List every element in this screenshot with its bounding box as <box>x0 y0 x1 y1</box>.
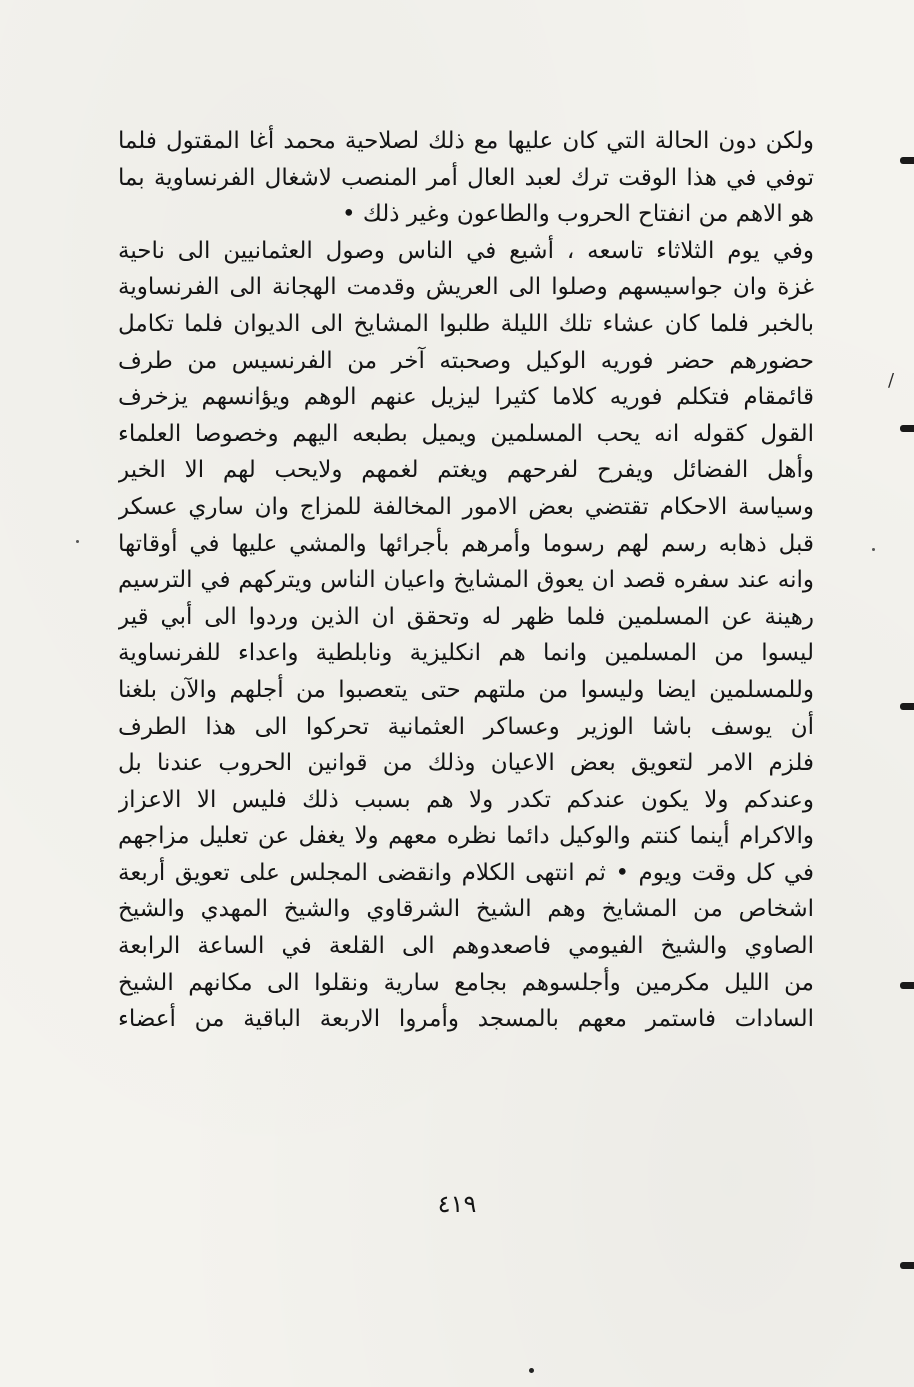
text-line: أن يوسف باشا الوزير وعساكر العثمانية تحركوا الى هذا الطرف <box>118 713 814 740</box>
text-line: هو الاهم من انفتاح الحروب والطاعون وغير ذلك • <box>341 201 814 228</box>
body-text <box>118 123 814 1038</box>
text-line: قبل ذهابه رسم لهم رسوما وأمرهم بأجرائها والمشي عليها في أوقاتها <box>118 530 814 557</box>
text-line: في كل وقت ويوم • ثم انتهى الكلام وانقضى المجلس على تعويق أربعة <box>118 859 814 886</box>
text-line: وفي يوم الثلاثاء تاسعه ، أشيع في الناس وصول العثمانيين الى ناحية <box>118 237 814 264</box>
scan-dot <box>529 1368 534 1373</box>
text-line: توفي في هذا الوقت ترك لعبد العال أمر المنصب لاشغال الفرنساوية بما <box>118 164 814 191</box>
text-line: القول كقوله انه يحب المسلمين ويميل بطبعه اليهم وخصوصا العلماء <box>118 420 814 447</box>
text-line: السادات فاستمر معهم بالمسجد وأمروا الاربعة الباقية من أعضاء <box>118 1006 814 1033</box>
text-line: ليسوا من المسلمين وانما هم انكليزية ونابلطية واعداء للفرنساوية <box>118 640 814 667</box>
text-line: وانه عند سفره قصد ان يعوق المشايخ واعيان الناس ويتركهم في الترسيم <box>118 567 814 594</box>
binding-mark <box>900 157 914 164</box>
text-line: رهينة عن المسلمين فلما ظهر له وتحقق ان الذين وردوا الى أبي قير <box>118 603 814 630</box>
page-number: ٤١٩ <box>437 1190 477 1218</box>
text-line: الصاوي والشيخ الفيومي فاصعدوهم الى القلعة في الساعة الرابعة <box>118 933 814 960</box>
text-line: وعندكم ولا يكون عندكم تكدر ولا هم بسبب ذلك فليس الا الاعزاز <box>118 786 814 813</box>
text-line: بالخبر فلما كان عشاء تلك الليلة طلبوا المشايخ الى الديوان فلما تكامل <box>118 310 814 337</box>
text-line: غزة وان جواسيسهم وصلوا الى العريش وقدمت الهجانة الى الفرنساوية <box>118 274 814 301</box>
text-line: وسياسة الاحكام تقتضي بعض الامور المخالفة للمزاج وان ساري عسكر <box>118 493 814 520</box>
text-line: فلزم الامر لتعويق بعض الاعيان وذلك من قوانين الحروب عندنا بل <box>118 750 814 777</box>
binding-mark <box>900 1262 914 1269</box>
text-line: اشخاص من المشايخ وهم الشيخ الشرقاوي والشيخ المهدي والشيخ <box>118 896 814 923</box>
text-line: من الليل مكرمين وأجلسوهم بجامع سارية ونقلوا الى مكانهم الشيخ <box>118 969 814 996</box>
text-line: ولكن دون الحالة التي كان عليها مع ذلك لصلاحية محمد أغا المقتول فلما <box>118 128 814 154</box>
margin-mark: / <box>888 370 895 391</box>
text-line: قائمقام فتكلم فوريه كلاما كثيرا ليزيل عنهم الوهم ويؤانسهم يزخرف <box>118 384 814 411</box>
binding-mark <box>900 703 914 710</box>
text-line: والاكرام أينما كنتم والوكيل دائما نظره معهم ولا يغفل عن تعليل مزاجهم <box>118 823 814 850</box>
binding-mark <box>900 982 914 989</box>
scan-speck <box>872 548 875 551</box>
text-line: وأهل الفضائل ويفرح لفرحهم ويغتم لغمهم ولايحب لهم الا الخير <box>118 457 814 484</box>
text-line: وللمسلمين ايضا وليسوا من ملتهم حتى يتعصبوا من أجلهم والآن بلغنا <box>118 676 814 703</box>
text-line: حضورهم حضر فوريه الوكيل وصحبته آخر من الفرنسيس من طرف <box>118 347 814 374</box>
binding-mark <box>900 425 914 432</box>
scan-speck <box>76 540 79 543</box>
